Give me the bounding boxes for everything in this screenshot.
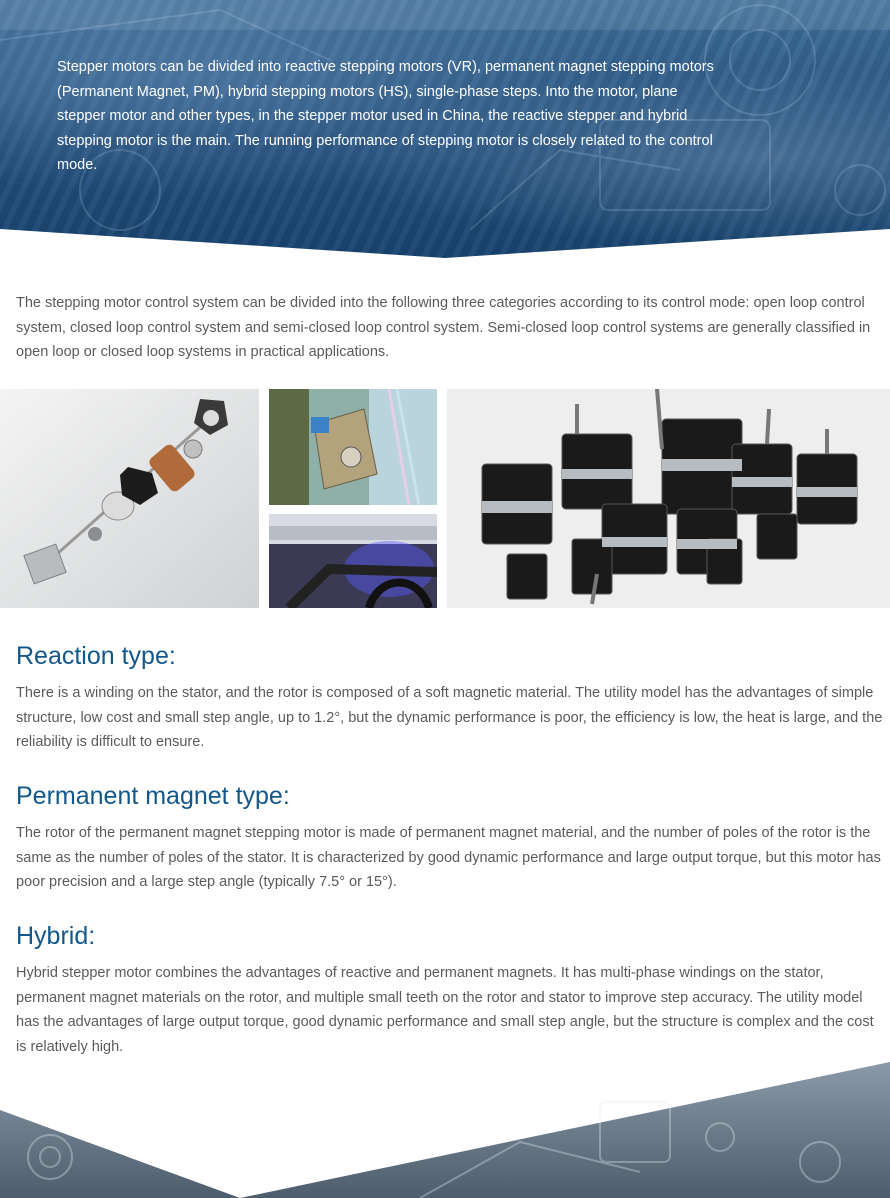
section-title-permanent-magnet: Permanent magnet type: — [16, 782, 290, 810]
footer-banner — [0, 1062, 890, 1198]
hero-banner — [0, 0, 890, 262]
section-body-permanent-magnet: The rotor of the permanent magnet stepping motor is made of permanent magnet material, and the number of poles of the rotor is the same as the number of poles of the stator. It is characterized by good dynamic performance and large output torque, but this motor has poor precision and a large step angle (typically 7.5° or 15°). — [16, 825, 881, 891]
hero-description: Stepper motors can be divided into reactive stepping motors (VR), permanent magnet stepping motors (Permanent Magnet, PM), hybrid stepping motors (HS), single-phase steps. Into the motor, plane stepper motor and other types, in the stepper motor used in China, the reactive stepper and hybrid stepping motor is the main. The running performance of stepping motor is closely related to the control mode. — [57, 59, 714, 173]
motor-installation-photo — [269, 389, 437, 505]
intro-paragraph: The stepping motor control system can be divided into the following three categories according to its control mode: open loop control system, closed loop control system and semi-closed loop control system. Semi-closed loop control systems are generally classified in open loop or closed loop systems in practical applications. — [16, 295, 871, 360]
section-body-reaction-type: There is a winding on the stator, and the rotor is composed of a soft magnetic material. The utility model has the advantages of simple structure, low cost and small step angle, up to 1.2°, but the dynamic performance is poor, the efficiency is low, the heat is large, and the reliability is difficult to ensure. — [16, 685, 883, 751]
section-body-hybrid: Hybrid stepper motor combines the advantages of reactive and permanent magnets. It has multi-phase windings on the stator, permanent magnet materials on the rotor, and multiple small teeth on the rotor and stator to improve step accuracy. The utility model has the advantages of large output torque, good dynamic performance and small step angle, but the structure is complex and the cost is relatively high. — [16, 965, 874, 1056]
section-title-reaction-type: Reaction type: — [16, 642, 176, 670]
cnc-machine-photo — [269, 514, 437, 608]
hero-bottom-wave — [0, 0, 890, 262]
section-title-hybrid: Hybrid: — [16, 922, 96, 950]
exploded-motor-photo — [0, 389, 259, 608]
stepper-motors-group-photo — [447, 389, 890, 608]
